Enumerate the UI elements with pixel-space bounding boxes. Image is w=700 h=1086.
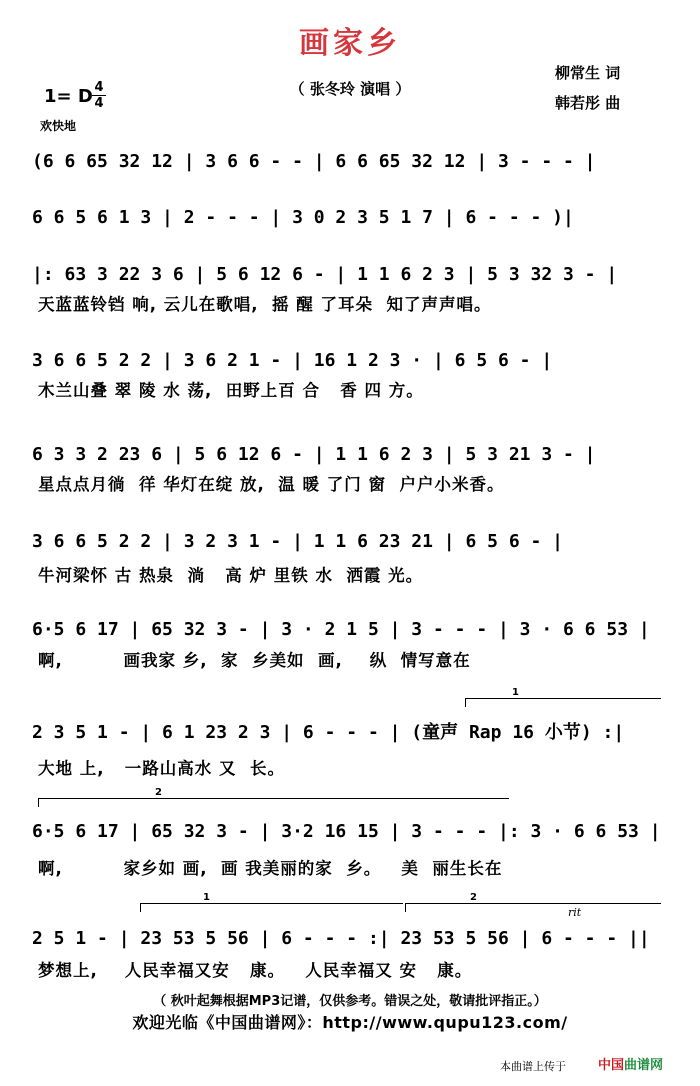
site-logo[interactable] <box>598 1054 663 1073</box>
score-line-8: 2 3 5 1 - | 6 1 23 2 3 | 6 - - - | (童声 Rap 16 小节) :| <box>32 722 625 743</box>
score-line-9: 6·5 6 17 | 65 32 3 - | 3·2 16 15 | 3 - - - |: 3 · 6 6 53 | <box>32 821 661 842</box>
logo-text-b: 曲谱网 <box>624 1058 664 1073</box>
score-line-7: 6·5 6 17 | 65 32 3 - | 3 · 2 1 5 | 3 - - - | 3 · 6 6 53 | <box>32 619 650 640</box>
lyrics-line-9: 啊, 家乡如 画, 画 我美丽的家 乡。 美 丽生长在 <box>38 859 503 878</box>
second-ending-bracket <box>38 787 509 807</box>
lyrics-line-3: 天蓝蓝铃铛 响, 云儿在歌唱, 摇 醒 了耳朵 知了声声唱。 <box>38 295 492 314</box>
lyrics-line-6: 牛河梁怀 古 热泉 淌 高 炉 里铁 水 洒霞 光。 <box>38 566 424 585</box>
lyrics-line-10: 梦想上, 人民幸福又安 康。 人民幸福又 安 康。 <box>38 961 473 980</box>
first-ending-number: 1 <box>512 687 519 698</box>
time-signature-bottom: 4 <box>92 95 106 111</box>
singer-credit: （ 张冬玲 演唱 ） <box>289 80 411 98</box>
lyrics-line-8: 大地 上, 一路山高水 又 长。 <box>38 759 285 778</box>
score-line-6: 3 6 6 5 2 2 | 3 2 3 1 - | 1 1 6 23 21 | 6 5 6 - | <box>32 531 564 552</box>
song-title: 画家乡 <box>299 26 401 61</box>
score-line-10: 2 5 1 - | 23 53 5 56 | 6 - - - :| 23 53 5 56 | 6 - - - || <box>32 928 650 949</box>
score-line-1: (6 6 65 32 12 | 3 6 6 - - | 6 6 65 32 12 | 3 - - - | <box>32 151 596 172</box>
volta-2-bracket <box>405 892 661 912</box>
upload-credit: 本曲谱上传于 <box>500 1060 566 1073</box>
lyrics-line-4: 木兰山叠 翠 陵 水 荡, 田野上百 合 香 四 方。 <box>38 381 424 400</box>
score-line-3: |: 63 3 22 3 6 | 5 6 12 6 - | 1 1 6 2 3 | 5 3 32 3 - | <box>32 264 618 285</box>
first-ending-bracket <box>465 687 661 707</box>
score-line-5: 6 3 3 2 23 6 | 5 6 12 6 - | 1 1 6 2 3 | 5 3 21 3 - | <box>32 444 596 465</box>
score-line-4: 3 6 6 5 2 2 | 3 6 2 1 - | 16 1 2 3 · | 6 5 6 - | <box>32 350 553 371</box>
key-signature: 1= D <box>44 86 93 107</box>
logo-text-a: 中国 <box>598 1058 625 1073</box>
lyrics-line-5: 星点点月徜 徉 华灯在绽 放, 温 暖 了门 窗 户户小米香。 <box>38 475 505 494</box>
second-ending-number: 2 <box>155 787 162 798</box>
score-line-2: 6 6 5 6 1 3 | 2 - - - | 3 0 2 3 5 1 7 | 6 - - - )| <box>32 207 574 228</box>
tempo-marking: 欢快地 <box>40 119 77 133</box>
time-signature <box>92 80 106 111</box>
time-signature-top: 4 <box>94 80 104 95</box>
site-welcome-link[interactable]: 欢迎光临《中国曲谱网》：http://www.qupu123.com/ <box>132 1013 568 1032</box>
transcription-note: （ 秋叶起舞根据MP3记谱，仅供参考。错误之处，敬请批评指正。） <box>153 994 547 1009</box>
lyricist-credit: 柳常生 词 <box>555 64 621 82</box>
rit-marking: rit <box>568 906 582 919</box>
composer-credit: 韩若彤 曲 <box>555 94 621 112</box>
volta-2-number: 2 <box>470 892 477 903</box>
volta-1-bracket <box>140 892 403 912</box>
volta-1-number: 1 <box>203 892 210 903</box>
lyrics-line-7: 啊, 画我家 乡, 家 乡美如 画, 纵 情写意在 <box>38 651 471 670</box>
